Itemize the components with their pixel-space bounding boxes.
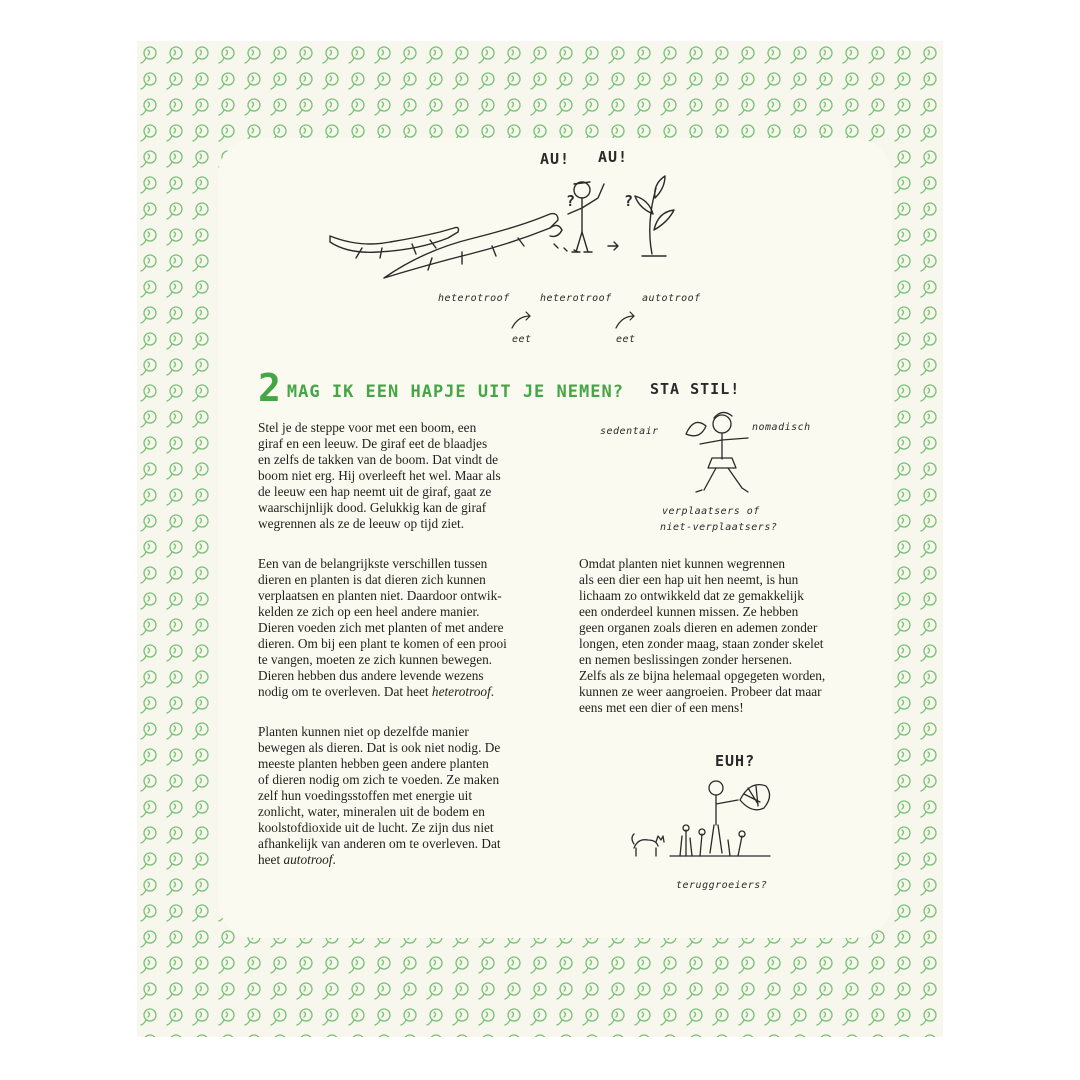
paragraph-planten-wegrennen: Omdat planten niet kunnen wegrennen als een dier een hap uit hen neemt, is hun lichaam zo ontwikkeld dat ze gemakkelijk een onderdeel kunnen missen. Ze hebben geen organen zoals dieren en ademen zonder longen, eten zonder maag, staan zonder skelet en nemen beslissingen zonder hersenen. Zelfs als ze bijna helemaal opgegeten worden, kunnen ze weer aangroeien. Probeer dat maar eens met een dier of een mens! xyxy=(579,556,826,715)
au-exclamation-2: AU! xyxy=(598,148,629,166)
section-title: MAG IK EEN HAPJE UIT JE NEMEN? xyxy=(286,382,624,402)
label-autotroof: autotroof xyxy=(642,293,701,304)
eet-arrows-icon xyxy=(508,312,638,334)
child-with-leaf-illustration xyxy=(676,408,766,500)
section-number: 2 xyxy=(258,366,281,410)
question-mark-2: ? xyxy=(624,192,635,210)
label-nomadisch: nomadisch xyxy=(752,422,811,433)
term-autotroof: autotroof xyxy=(283,852,333,867)
label-eet-2: eet xyxy=(616,334,636,345)
paragraph-autotroof-text: Planten kunnen niet op dezelfde manier bewegen als dieren. Dat is ook niet nodig. De meeste planten hebben geen andere planten of dieren nodig om zich te voeden. Ze maken zelf hun voedingsstoffen met energie uit zonlicht, water, mineralen uit de bodem en koolstofdioxide uit de lucht. Ze zijn dus niet afhankelijk van anderen om te overleven. Dat heet xyxy=(258,724,501,867)
paragraph-heterotroof-text: Een van de belangrijkste verschillen tussen dieren en planten is dat dieren zich kunnen verplaatsen en planten niet. Daardoor ontwik- kelden ze zich op een heel andere manier. Dieren voeden zich met planten of met andere dieren. Om bij een plant te komen of een prooi te vangen, moeten ze zich kunnen bewegen. Dieren hebben dus andere levende wezens nodig om te overleven. Dat heet xyxy=(258,556,507,699)
paragraph-autotroof-end: . xyxy=(332,852,336,867)
au-exclamation-1: AU! xyxy=(540,150,571,168)
label-sedentair: sedentair xyxy=(600,426,659,437)
label-heterotroof-2: heterotroof xyxy=(540,293,612,304)
label-teruggroeiers: teruggroeiers? xyxy=(676,880,768,891)
child-cat-plants-illustration xyxy=(630,770,780,860)
paragraph-autotroof xyxy=(258,724,568,868)
paragraph-heterotroof xyxy=(258,556,568,700)
lion-animal-plant-illustration xyxy=(322,168,682,288)
euh-title: EUH? xyxy=(715,752,756,770)
term-heterotroof: heterotroof xyxy=(431,684,491,699)
label-verplaatsers: verplaatsers of xyxy=(662,506,760,517)
question-mark-1: ? xyxy=(566,192,577,210)
label-eet-1: eet xyxy=(512,334,532,345)
paragraph-steppe: Stel je de steppe voor met een boom, een giraf en een leeuw. De giraf eet de blaadjes en zelfs de takken van de boom. Dat vindt de boom niet erg. Hij overleeft het wel. Maar als de leeuw een hap neemt uit de giraf, gaat ze waarschijnlijk dood. Gelukkig kan de giraf wegrennen als ze de leeuw op tijd ziet. xyxy=(258,420,501,531)
section-heading xyxy=(258,366,624,410)
paragraph-heterotroof-end: . xyxy=(490,684,495,699)
label-heterotroof-1: heterotroof xyxy=(438,293,510,304)
label-niet-verplaatsers: niet-verplaatsers? xyxy=(660,522,778,533)
sta-stil-title: STA STIL! xyxy=(650,380,741,398)
